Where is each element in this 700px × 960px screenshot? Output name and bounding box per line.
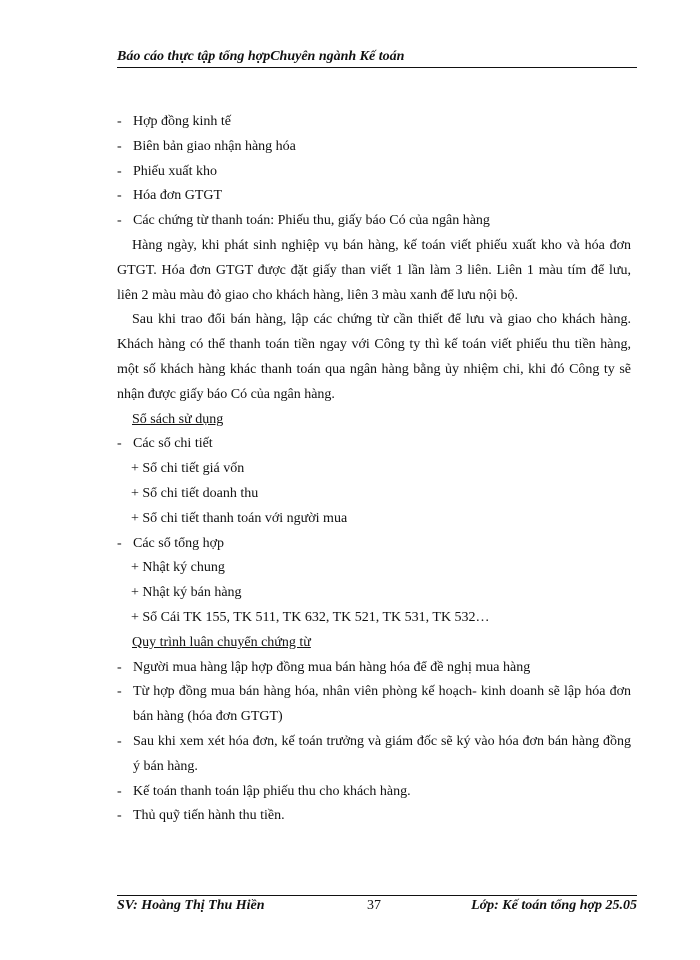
- sub-list-item: + Sổ chi tiết doanh thu: [131, 485, 259, 501]
- list-item: [117, 656, 631, 681]
- header-divider: [117, 67, 637, 68]
- list-item-text: Từ hợp đồng mua bán hàng hóa, nhân viên phòng kế hoạch- kinh doanh sẽ lập hóa đơn bán hàng (hóa đơn GTGT): [133, 684, 631, 725]
- list-item-text: Hợp đồng kinh tế: [133, 114, 232, 129]
- list-item: [117, 680, 631, 730]
- list-item-text: Thủ quỹ tiến hành thu tiền.: [133, 808, 285, 824]
- bullet-dash: -: [117, 138, 122, 154]
- list-item: [117, 110, 631, 135]
- list-item: [117, 135, 631, 160]
- list-item-text: Kế toán thanh toán lập phiếu thu cho khách hàng.: [133, 783, 411, 799]
- sub-list-item: + Sổ Cái TK 155, TK 511, TK 632, TK 521, TK 531, TK 532…: [131, 609, 490, 625]
- sub-list-item: + Sổ chi tiết thanh toán với người mua: [131, 510, 348, 526]
- bullet-dash: -: [117, 808, 122, 824]
- page-content: [117, 110, 631, 829]
- sub-list-item: + Nhật ký chung: [131, 560, 225, 576]
- bullet-dash: -: [117, 436, 122, 452]
- list-item-text: Biên bản giao nhận hàng hóa: [133, 138, 296, 154]
- bullet-dash: -: [117, 114, 122, 129]
- footer-divider: [117, 895, 637, 896]
- bullet-dash: -: [117, 535, 122, 551]
- bullet-dash: -: [117, 659, 122, 675]
- bullet-dash: -: [117, 188, 122, 204]
- list-item: [117, 432, 631, 457]
- sub-list-item: + Nhật ký bán hàng: [131, 585, 242, 601]
- bullet-dash: -: [117, 684, 122, 700]
- list-item-text: Phiếu xuất kho: [133, 163, 217, 179]
- list-item: [117, 209, 631, 234]
- footer-student-name: SV: Hoàng Thị Thu Hiền: [117, 898, 265, 913]
- section-heading-books: Sổ sách sử dụng: [132, 411, 224, 427]
- list-item-text: Sau khi xem xét hóa đơn, kế toán trưởng và giám đốc sẽ ký vào hóa đơn bán hàng đồng ý bán hàng.: [133, 733, 631, 774]
- bullet-dash: -: [117, 213, 122, 229]
- list-item-text: Hóa đơn GTGT: [133, 188, 223, 204]
- section-heading-process: Quy trình luân chuyển chứng từ: [132, 634, 311, 650]
- list-item: [117, 780, 631, 805]
- list-item: [117, 730, 631, 780]
- list-item: [117, 160, 631, 185]
- page-header-title: Báo cáo thực tập tổng hợpChuyên ngành Kế toán: [117, 49, 405, 64]
- paragraph-sales-process: Hàng ngày, khi phát sinh nghiệp vụ bán hàng, kế toán viết phiếu xuất kho và hóa đơn GTGT. Hóa đơn GTGT được đặt giấy than viết 1 lần làm 3 liên. Liên 1 màu tím để lưu, liên 2 màu màu đỏ giao cho khách hàng, liên 3 màu xanh để lưu nội bộ.: [117, 237, 631, 303]
- footer-class: Lớp: Kế toán tổng hợp 25.05: [471, 898, 637, 913]
- list-item-text: Người mua hàng lập hợp đồng mua bán hàng hóa để đề nghị mua hàng: [133, 659, 531, 675]
- page-number: 37: [367, 898, 381, 913]
- bullet-dash: -: [117, 733, 122, 749]
- paragraph-payment: Sau khi trao đổi bán hàng, lập các chứng từ cần thiết để lưu và giao cho khách hàng. Khách hàng có thể thanh toán tiền ngay với Công ty thì kế toán viết phiếu thu tiền hàng, một số khách hàng khác thanh toán qua ngân hàng bằng ủy nhiệm chi, khi đó Công ty sẽ nhận được giấy báo Có của ngân hàng.: [117, 312, 631, 402]
- list-item: [117, 532, 631, 557]
- bullet-dash: -: [117, 783, 122, 799]
- bullet-dash: -: [117, 163, 122, 179]
- sub-list-item: + Sổ chi tiết giá vốn: [131, 461, 245, 477]
- list-item: [117, 804, 631, 829]
- list-item: [117, 184, 631, 209]
- list-item-text: Các sổ chi tiết: [133, 436, 213, 452]
- list-item-text: Các sổ tổng hợp: [133, 535, 225, 551]
- list-item-text: Các chứng từ thanh toán: Phiếu thu, giấy báo Có của ngân hàng: [133, 213, 490, 229]
